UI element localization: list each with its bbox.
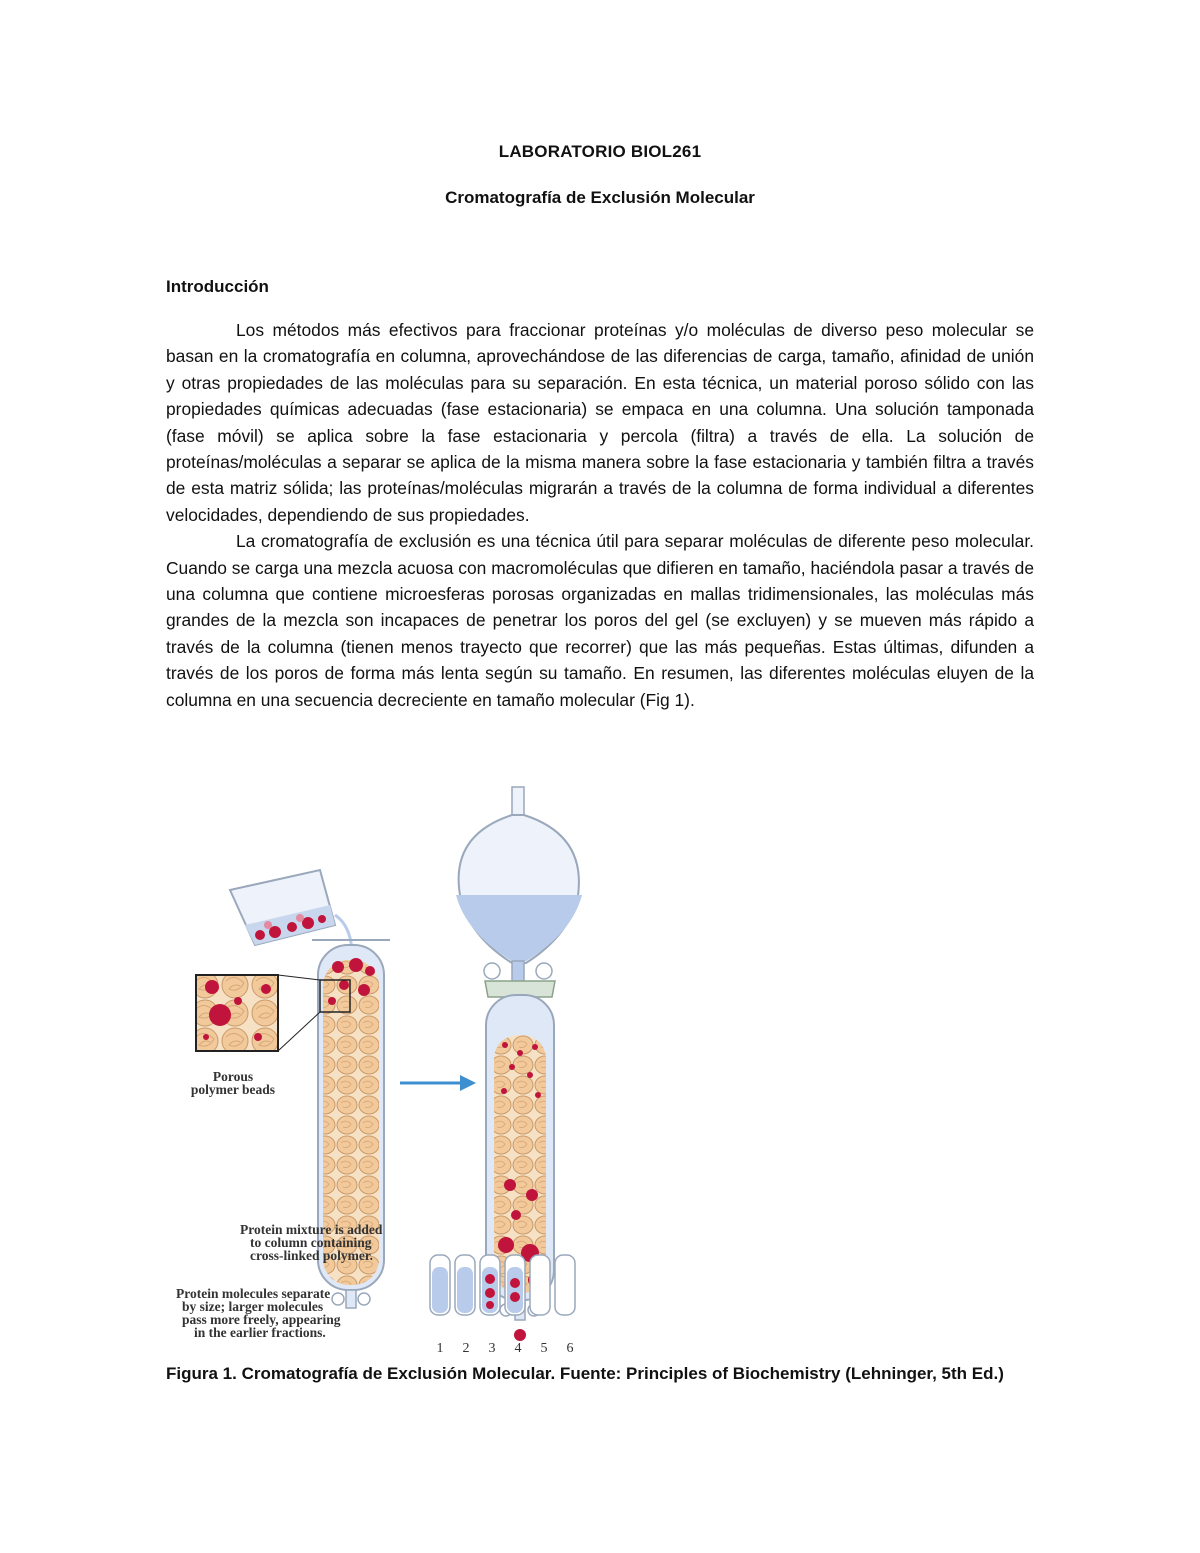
label-molecules-separate bbox=[176, 1287, 341, 1339]
label-line: Protein mixture is added bbox=[240, 1222, 383, 1237]
paragraph: Los métodos más efectivos para fraccionar proteínas y/o moléculas de diverso peso molecular se basan en la cromatografía en columna, aprovechándose de las diferencias de carga, tamaño, afinidad de unión y otras propiedades de las moléculas para su separación. En esta técnica, un material poroso sólido con las propiedades químicas adecuadas (fase estacionaria) se empaca en una columna. Una solución tamponada (fase móvil) se aplica sobre la fase estacionaria y percola (filtra) a través de ella. La solución de proteínas/moléculas a separar se aplica de la misma manera sobre la fase estacionaria y también filtra a través de esta matriz sólida; las proteínas/moléculas migrarán a través de la columna de forma individual a diferentes velocidades, dependiendo de sus propiedades. bbox=[166, 320, 1034, 525]
label-protein-mixture bbox=[240, 1223, 382, 1262]
document-title: LABORATORIO BIOL261 bbox=[498, 142, 702, 161]
process-arrow-icon bbox=[400, 1075, 476, 1091]
label-line: by size; larger molecules bbox=[182, 1299, 324, 1314]
fraction-number: 2 bbox=[462, 1341, 470, 1356]
label-line: to column containing bbox=[250, 1235, 372, 1250]
label-porous-beads bbox=[178, 1070, 288, 1096]
magnified-beads bbox=[196, 975, 278, 1051]
separatory-funnel-icon bbox=[456, 787, 582, 997]
label-line: cross-linked polymer. bbox=[250, 1248, 374, 1263]
figure-caption: Figura 1. Cromatografía de Exclusión Molecular. Fuente: Principles of Biochemistry (Lehninger, 5th Ed.) bbox=[166, 1364, 1004, 1383]
label-line: in the earlier fractions. bbox=[194, 1325, 326, 1340]
fraction-number: 3 bbox=[488, 1341, 496, 1356]
label-line: Protein molecules separate bbox=[176, 1286, 331, 1301]
fraction-number: 5 bbox=[540, 1341, 548, 1356]
figure-1 bbox=[160, 775, 600, 1365]
section-heading: Introducción bbox=[166, 277, 269, 296]
fraction-numbers bbox=[430, 1342, 580, 1355]
label-line: polymer beads bbox=[190, 1082, 276, 1097]
fraction-number: 6 bbox=[566, 1341, 574, 1356]
fraction-number: 4 bbox=[514, 1341, 522, 1356]
paragraph: La cromatografía de exclusión es una técnica útil para separar moléculas de diferente peso molecular. Cuando se carga una mezcla acuosa con macromoléculas que difieren en tamaño, haciéndola pasar a través de una columna que contiene microesferas porosas organizadas en mallas tridimensionales, las moléculas más grandes de la mezcla son incapaces de penetrar los poros del gel (se excluyen) y se mueven más rápido a través de la columna (tienen menos trayecto que recorrer) que las más pequeñas. Estas últimas, difunden a través de los poros de forma más lenta según su tamaño. En resumen, las diferentes moléculas eluyen de la columna en una secuencia decreciente en tamaño molecular (Fig 1). bbox=[166, 531, 1034, 710]
beaker-icon bbox=[230, 870, 352, 950]
label-line: Porous bbox=[212, 1069, 254, 1084]
body-text bbox=[166, 317, 1034, 713]
document-subtitle: Cromatografía de Exclusión Molecular bbox=[445, 188, 755, 207]
label-line: pass more freely, appearing bbox=[182, 1312, 341, 1327]
fraction-number: 1 bbox=[436, 1341, 444, 1356]
